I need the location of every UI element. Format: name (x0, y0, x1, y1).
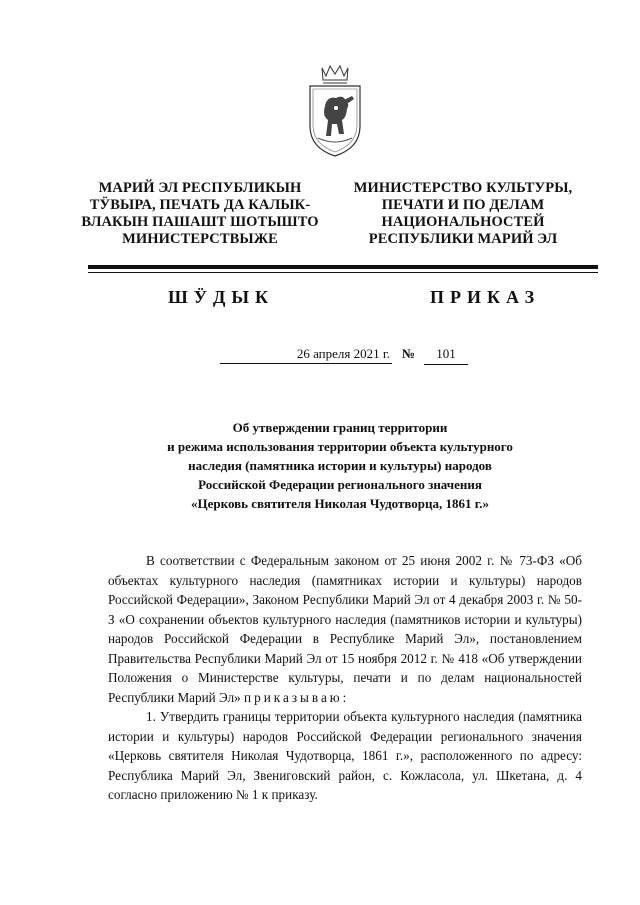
header-right-line: НАЦИОНАЛЬНОСТЕЙ (381, 214, 545, 230)
order-body (108, 551, 582, 805)
header-left-line: ТӰВЫРА, ПЕЧАТЬ ДА КАЛЫК- (89, 197, 311, 213)
header-left-block (70, 180, 330, 248)
title-line: наследия (памятника истории и культуры) народов (188, 458, 492, 473)
header-left-line: МАРИЙ ЭЛ РЕСПУБЛИКЫН (98, 180, 302, 196)
header-right-line: ПЕЧАТИ И ПО ДЕЛАМ (381, 197, 545, 213)
body-paragraph-preamble (108, 551, 582, 707)
title-line: и режима использования территории объекта культурного (167, 439, 513, 454)
header-left-line: ВЛАКЫН ПАШАШТ ШОТЫШТО (81, 214, 319, 230)
preamble-text: В соответствии с Федеральным законом от 25 июня 2002 г. № 73-ФЗ «Об объектах культурного наследия (памятниках истории и культуры) народов Российской Федерации», Законом Республики Марий Эл от 4 декабря 2003 г. № 50-З «О сохранении объектов культурного наследия (памятников истории и культуры) народов Российской Федерации в Республике Марий Эл», постановлением Правительства Республики Марий Эл от 15 ноября 2012 г. № 418 «Об утверждении Положения о Министерстве культуры, печати и по делам национальностей Республики Марий Эл» (108, 553, 582, 705)
doc-kind-mari: ШӰДЫК (168, 287, 275, 307)
header-right-block (333, 180, 593, 248)
header-left-line: МИНИСТЕРСТВЫЖЕ (122, 231, 278, 247)
header-right-line: МИНИСТЕРСТВО КУЛЬТУРЫ, (353, 180, 573, 196)
order-title (120, 418, 560, 513)
header-right-line: РЕСПУБЛИКИ МАРИЙ ЭЛ (368, 231, 558, 247)
order-number: 101 (424, 346, 468, 365)
doc-kind-russian: ПРИКАЗ (430, 287, 541, 307)
header-divider-thin (88, 272, 598, 273)
order-directive: приказываю: (244, 689, 350, 705)
number-sign: № (402, 346, 416, 361)
title-line: Об утверждении границ территории (232, 420, 448, 435)
body-paragraph-item-1: 1. Утвердить границы территории объекта культурного наследия (памятника истории и культуры) народов Российской Федерации регионального значения «Церковь святителя Николая Чудотворца, 1861 г.», расположенного по адресу: Республика Марий Эл, Звениговский район, с. Кожласола, ул. Шкетана, д. 4 согласно приложению № 1 к приказу. (108, 709, 582, 802)
order-date: 26 апреля 2021 г. (220, 346, 392, 364)
coat-of-arms-emblem (300, 62, 370, 162)
title-line: «Церковь святителя Николая Чудотворца, 1861 г.» (191, 496, 489, 511)
title-line: Российской Федерации регионального значения (198, 477, 482, 492)
header-divider-thick (88, 265, 598, 269)
